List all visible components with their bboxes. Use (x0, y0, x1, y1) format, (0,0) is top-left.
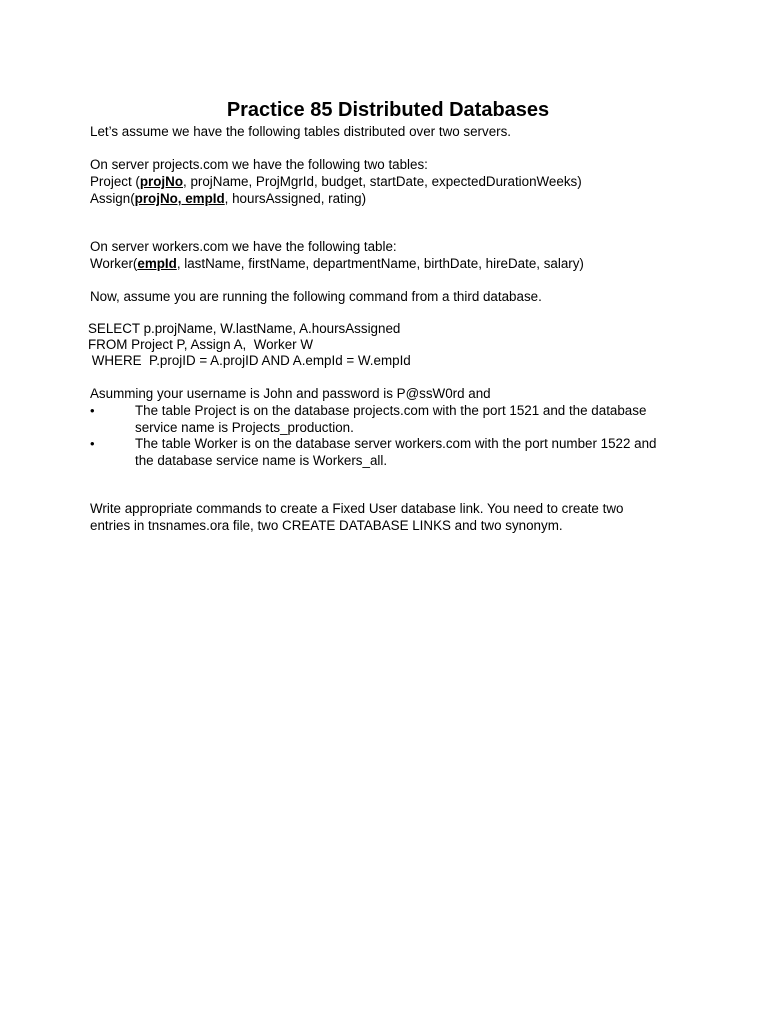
bullet-icon: • (90, 403, 95, 418)
assign-table-schema (90, 190, 366, 207)
server1-heading: On server projects.com we have the following two tables: (90, 157, 428, 172)
assign-primary-key: projNo, empId (134, 191, 225, 206)
worker-table-columns: , lastName, firstName, departmentName, birthDate, hireDate, salary) (176, 256, 584, 271)
bullet-item-line: The table Project is on the database projects.com with the port 1521 and the database (135, 403, 647, 418)
sql-from-line: FROM Project P, Assign A, Worker W (88, 337, 313, 352)
bullet-item-line: service name is Projects_production. (135, 420, 354, 435)
bullet-item-project (135, 402, 695, 436)
server2-heading: On server workers.com we have the following table: (90, 239, 397, 254)
sql-where-line: WHERE P.projID = A.projID AND A.empId = W.empId (88, 353, 411, 368)
assumption-text: Asumming your username is John and password is P@ssW0rd and (90, 386, 491, 401)
worker-table-schema (90, 255, 584, 272)
task-line-1: Write appropriate commands to create a Fixed User database link. You need to create two (90, 501, 624, 516)
project-table-columns: , projName, ProjMgrId, budget, startDate, expectedDurationWeeks) (183, 174, 582, 189)
bullet-item-line: The table Worker is on the database server workers.com with the port number 1522 and (135, 436, 657, 451)
page-title: Practice 85 Distributed Databases (226, 99, 550, 121)
project-table-prefix: Project ( (90, 174, 140, 189)
worker-primary-key: empId (137, 256, 177, 271)
bullet-icon: • (90, 436, 95, 451)
intro-text: Let’s assume we have the following tables distributed over two servers. (90, 124, 512, 139)
assign-table-prefix: Assign( (90, 191, 135, 206)
sql-select-line: SELECT p.projName, W.lastName, A.hoursAssigned (88, 321, 401, 336)
project-primary-key: projNo (139, 174, 183, 189)
bullet-item-worker (135, 435, 695, 469)
project-table-schema (90, 173, 582, 190)
worker-table-prefix: Worker( (90, 256, 138, 271)
command-intro: Now, assume you are running the following command from a third database. (90, 289, 542, 304)
assign-table-columns: , hoursAssigned, rating) (224, 191, 367, 206)
task-line-2: entries in tnsnames.ora file, two CREATE DATABASE LINKS and two synonym. (90, 518, 563, 533)
bullet-item-line: the database service name is Workers_all. (135, 453, 388, 468)
